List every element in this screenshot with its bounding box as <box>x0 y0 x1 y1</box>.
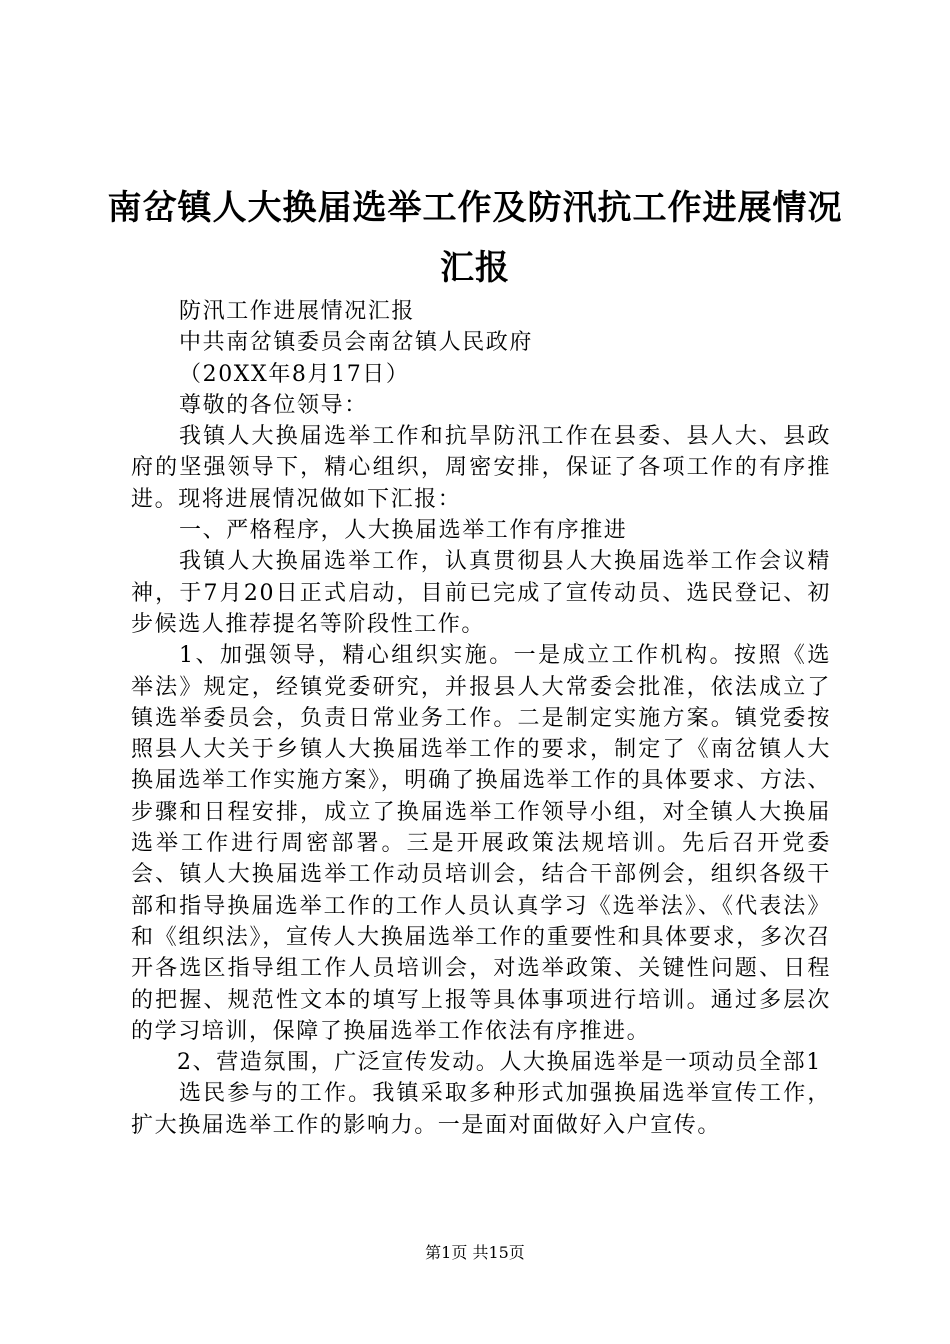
body-paragraph: 2、营造氛围，广泛宣传发动。人大换届选举是一项动员全部1 <box>177 1050 822 1076</box>
body-paragraph: 我镇人大换届选举工作，认真贯彻县人大换届选举工作会议精神，于7月20日正式启动，目前已完成了宣传动员、选民登记、初步候选人推荐提名等阶段性工作。 <box>131 549 831 637</box>
body-paragraph: 一、严格程序，人大换届选举工作有序推进 <box>179 518 628 544</box>
page-footer: 第1页 共15页 <box>425 1243 525 1262</box>
body-paragraph: 1、加强领导，精心组织实施。一是成立工作机构。按照《选举法》规定，经镇党委研究，并报县人大常委会批准，依法成立了镇选举委员会，负责日常业务工作。二是制定实施方案。镇党委按照县人大关于乡镇人大换届选举工作的要求，制定了《南岔镇人大换届选举工作实施方案》，明确了换届选举工作的具体要求、方法、步骤和日程安排，成立了换届选举工作领导小组，对全镇人大换届选举工作进行周密部署。三是开展政策法规培训。先后召开党委会、镇人大换届选举工作动员培训会，结合干部例会，组织各级干部和指导换届选举工作的工作人员认真学习《选举法》、《代表法》和《组织法》，宣传人大换届选举工作的重要性和具体要求，多次召开各选区指导组工作人员培训会，对选举政策、关键性问题、日程的把握、规范性文本的填写上报等具体事项进行培训。通过多层次的学习培训，保障了换届选举工作依法有序推进。 <box>131 643 831 1044</box>
document-title: 南岔镇人大换届选举工作及防汛抗工作进展情况汇报 <box>107 188 843 288</box>
body-paragraph: （20XX年8月17日） <box>179 361 410 387</box>
body-paragraph: 防汛工作进展情况汇报 <box>179 299 416 324</box>
body-paragraph: 中共南岔镇委员会南岔镇人民政府 <box>179 330 534 356</box>
body-paragraph: 尊敬的各位领导： <box>179 392 368 418</box>
body-paragraph: 选民参与的工作。我镇采取多种形式加强换届选举宣传工作，扩大换届选举工作的影响力。一是面对面做好入户宣传。 <box>131 1081 831 1138</box>
body-paragraph: 我镇人大换届选举工作和抗旱防汛工作在县委、县人大、县政府的坚强领导下，精心组织，周密安排，保证了各项工作的有序推进。现将进展情况做如下汇报： <box>131 424 831 512</box>
document-body <box>131 296 831 1141</box>
